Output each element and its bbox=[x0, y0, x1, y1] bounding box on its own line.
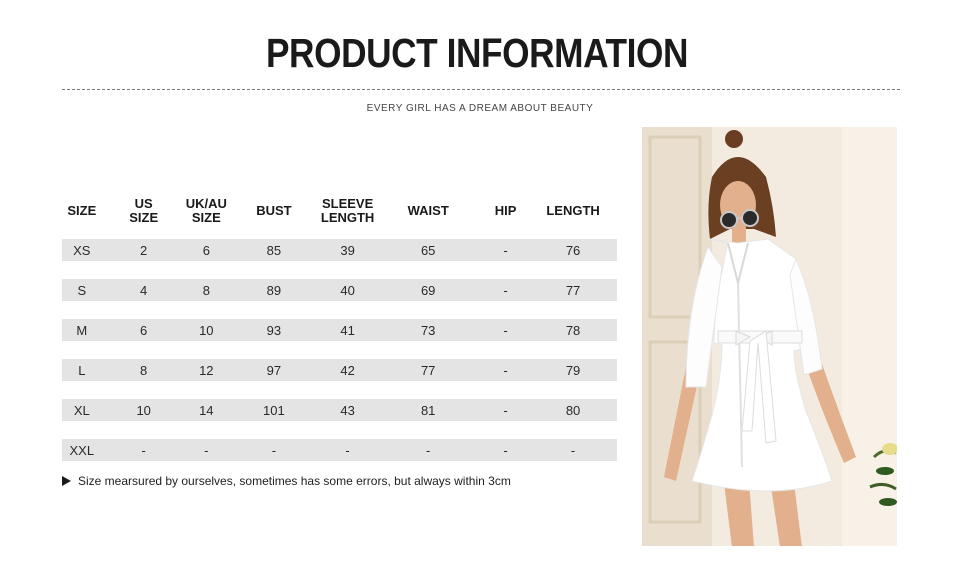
row-spacer bbox=[62, 421, 617, 439]
table-cell: - bbox=[482, 399, 529, 421]
table-cell: 10 bbox=[102, 399, 186, 421]
table-cell: 81 bbox=[374, 399, 482, 421]
table-body bbox=[62, 230, 617, 461]
table-cell: XS bbox=[62, 239, 102, 261]
table-cell: 8 bbox=[102, 359, 186, 381]
table-cell: 101 bbox=[227, 399, 321, 421]
row-spacer bbox=[62, 261, 617, 279]
column-header-text: BUST bbox=[256, 203, 292, 218]
table-cell: - bbox=[102, 439, 186, 461]
row-spacer bbox=[62, 381, 617, 399]
column-header bbox=[374, 192, 482, 230]
column-header bbox=[62, 192, 102, 230]
table-row bbox=[62, 359, 617, 381]
column-header-text: WAIST bbox=[407, 203, 449, 218]
page-title: PRODUCT INFORMATION bbox=[265, 30, 689, 76]
column-header bbox=[227, 192, 321, 230]
table-cell: - bbox=[374, 439, 482, 461]
table-cell: 77 bbox=[529, 279, 617, 301]
column-header-text: UK/AU bbox=[185, 196, 227, 211]
table-cell: 6 bbox=[102, 319, 186, 341]
column-header-text: HIP bbox=[494, 203, 517, 218]
table-cell: 85 bbox=[227, 239, 321, 261]
column-header bbox=[186, 192, 227, 230]
row-spacer-cell bbox=[62, 301, 617, 319]
triangle-right-icon bbox=[62, 476, 71, 486]
row-spacer-cell bbox=[62, 261, 617, 279]
size-note bbox=[62, 474, 511, 488]
dashed-divider bbox=[62, 89, 900, 90]
table-cell: - bbox=[482, 279, 529, 301]
column-header-text: SIZE bbox=[191, 210, 221, 225]
table-row bbox=[62, 239, 617, 261]
table-cell: - bbox=[482, 239, 529, 261]
table-cell: - bbox=[482, 359, 529, 381]
table-row bbox=[62, 319, 617, 341]
table-cell: 76 bbox=[529, 239, 617, 261]
table-cell: 93 bbox=[227, 319, 321, 341]
table-cell: 97 bbox=[227, 359, 321, 381]
table-cell: 39 bbox=[321, 239, 374, 261]
column-header-text: SLEEVE bbox=[321, 196, 374, 211]
table-cell: 42 bbox=[321, 359, 374, 381]
table-cell: 6 bbox=[186, 239, 227, 261]
table-cell: 78 bbox=[529, 319, 617, 341]
table-cell: 69 bbox=[374, 279, 482, 301]
table-cell: 65 bbox=[374, 239, 482, 261]
table-cell: 43 bbox=[321, 399, 374, 421]
table-header-row bbox=[62, 192, 617, 230]
table-cell: - bbox=[227, 439, 321, 461]
table-row bbox=[62, 399, 617, 421]
column-header-text: US bbox=[134, 196, 153, 211]
size-chart-table bbox=[62, 192, 617, 461]
page-subtitle: EVERY GIRL HAS A DREAM ABOUT BEAUTY bbox=[366, 103, 594, 114]
size-note-text: Size mearsured by ourselves, sometimes has some errors, but always within 3cm bbox=[78, 474, 511, 488]
model-photo bbox=[642, 127, 897, 546]
row-spacer-cell bbox=[62, 230, 617, 239]
table-cell: XXL bbox=[62, 439, 102, 461]
row-spacer-cell bbox=[62, 421, 617, 439]
column-header bbox=[321, 192, 374, 230]
column-header-text: LENGTH bbox=[320, 210, 375, 225]
table-cell: 40 bbox=[321, 279, 374, 301]
column-header bbox=[482, 192, 529, 230]
column-header-text: SIZE bbox=[67, 203, 97, 218]
table-cell: 73 bbox=[374, 319, 482, 341]
table-cell: - bbox=[321, 439, 374, 461]
table-row bbox=[62, 439, 617, 461]
column-header-text: LENGTH bbox=[546, 203, 600, 218]
table-cell: 79 bbox=[529, 359, 617, 381]
column-header bbox=[529, 192, 617, 230]
table-cell: XL bbox=[62, 399, 102, 421]
column-header bbox=[102, 192, 186, 230]
table-cell: 80 bbox=[529, 399, 617, 421]
table-cell: 77 bbox=[374, 359, 482, 381]
table-cell: 4 bbox=[102, 279, 186, 301]
column-header-text: SIZE bbox=[129, 210, 159, 225]
row-spacer-cell bbox=[62, 381, 617, 399]
table-cell: 89 bbox=[227, 279, 321, 301]
row-spacer bbox=[62, 341, 617, 359]
table-cell: S bbox=[62, 279, 102, 301]
table-cell: 14 bbox=[186, 399, 227, 421]
row-spacer bbox=[62, 230, 617, 239]
row-spacer bbox=[62, 301, 617, 319]
table-cell: M bbox=[62, 319, 102, 341]
table-cell: - bbox=[186, 439, 227, 461]
table-cell: 10 bbox=[186, 319, 227, 341]
table-cell: 2 bbox=[102, 239, 186, 261]
table-cell: 12 bbox=[186, 359, 227, 381]
table-cell: - bbox=[482, 439, 529, 461]
table-cell: 8 bbox=[186, 279, 227, 301]
table-cell: - bbox=[482, 319, 529, 341]
model-photo-illustration bbox=[642, 127, 897, 546]
table-cell: 41 bbox=[321, 319, 374, 341]
table-row bbox=[62, 279, 617, 301]
row-spacer-cell bbox=[62, 341, 617, 359]
table-cell: - bbox=[529, 439, 617, 461]
table-cell: L bbox=[62, 359, 102, 381]
